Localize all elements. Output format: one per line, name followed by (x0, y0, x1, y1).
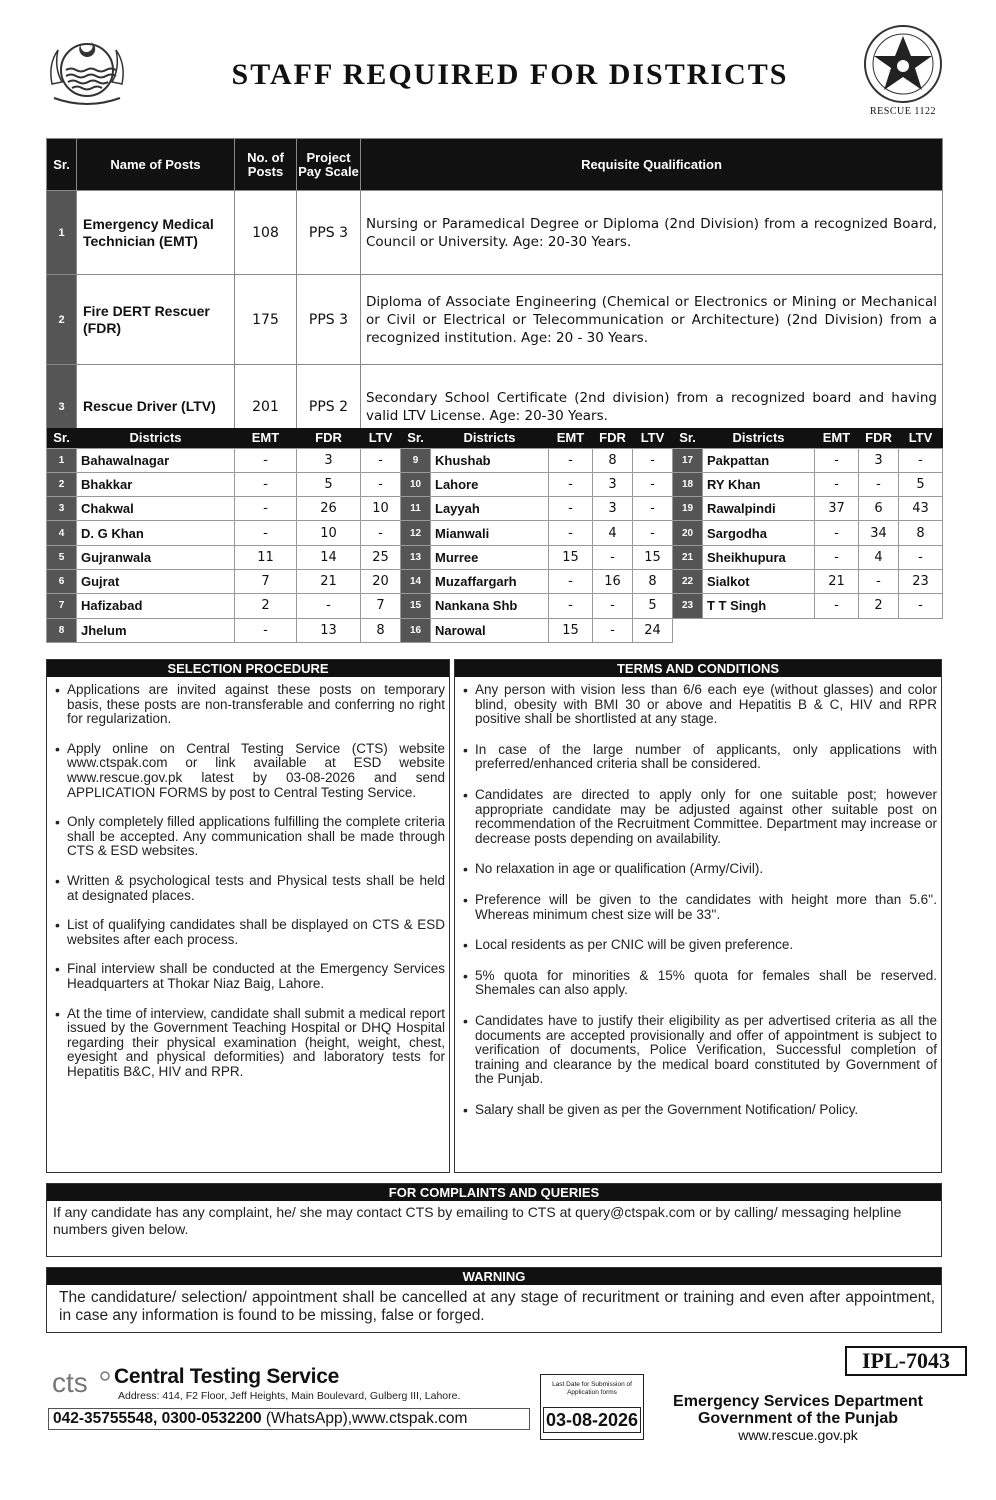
empty-cell (703, 618, 815, 642)
empty-cell (859, 618, 899, 642)
terms-conditions-box (454, 659, 942, 1173)
ltv-count: - (361, 448, 401, 472)
district-sr: 2 (47, 472, 77, 496)
col-fdr: FDR (593, 428, 633, 448)
district-name: Murree (431, 545, 549, 569)
deadline-label: Last Date for Submission of Application forms (552, 1381, 632, 1396)
ltv-count: 25 (361, 545, 401, 569)
emt-count: - (235, 448, 297, 472)
district-sr: 10 (401, 472, 431, 496)
table-row (47, 275, 943, 365)
cts-whatsapp-label: (WhatsApp), (261, 1410, 353, 1427)
col-no-posts: No. of Posts (235, 139, 297, 191)
fdr-count: 3 (859, 448, 899, 472)
district-sr: 6 (47, 569, 77, 593)
district-sr: 14 (401, 569, 431, 593)
empty-cell (673, 618, 703, 642)
table-row (47, 594, 943, 618)
col-sr: Sr. (47, 428, 77, 448)
district-name: RY Khan (703, 472, 815, 496)
emt-count: 15 (549, 618, 593, 642)
cts-logo-text: cts (52, 1367, 88, 1398)
cts-logo (50, 1366, 112, 1402)
pay-scale: PPS 2 (297, 365, 361, 449)
district-sr: 22 (673, 569, 703, 593)
table-row (47, 448, 943, 472)
qualification: Diploma of Associate Engineering (Chemical or Electronics or Mining or Mechanical or Civil or Electrical or Telecommunication or Architecture) (2nd Division) from a recognized institution. Age: 20 - 30 Years. (361, 275, 943, 365)
list-item: • Preference will be given to the candidates with height more than 5.6''. Whereas minimum chest size will be 33''. (465, 893, 937, 922)
district-sr: 13 (401, 545, 431, 569)
emt-count: - (235, 497, 297, 521)
table-row (47, 191, 943, 275)
fdr-count: 14 (297, 545, 361, 569)
district-sr: 1 (47, 448, 77, 472)
fdr-count: 3 (593, 472, 633, 496)
table-row (47, 569, 943, 593)
list-item: • List of qualifying candidates shall be displayed on CTS & ESD websites after each process. (57, 918, 445, 947)
district-sr: 12 (401, 521, 431, 545)
list-item: • 5% quota for minorities & 15% quota for females shall be reserved. Shemales can also apply. (465, 969, 937, 998)
esd-government: Government of the Punjab (697, 1410, 898, 1427)
deadline-date: 03-08-2026 (543, 1407, 641, 1433)
list-item: • No relaxation in age or qualification (Army/Civil). (465, 862, 937, 877)
ltv-count: - (361, 472, 401, 496)
emt-count: 2 (235, 594, 297, 618)
list-item: • Any person with vision less than 6/6 each eye (without glasses) and color blind, obesity with BMI 30 or above and Hepatitis B & C, HIV and RPR positive shall be shortlisted at any stage. (465, 683, 937, 727)
list-item: • At the time of interview, candidate shall submit a medical report issued by the Government Teaching Hospital or DHQ Hospital regarding their physical examination (height, weight, chest, eyesight and physical deformities) and laboratory tests for Hepatitis B&C, HIV and RPR. (57, 1007, 445, 1080)
list-item: • Apply online on Central Testing Service (CTS) website www.ctspak.com or link available at ESD website www.rescue.gov.pk latest by 03-08-2026 and send APPLICATION FORMS by post to Central Testing Service. (57, 742, 445, 800)
district-name: D. G Khan (77, 521, 235, 545)
selection-procedure-title: SELECTION PROCEDURE (47, 660, 449, 677)
emt-count: - (815, 545, 859, 569)
posts-table (46, 138, 943, 449)
page-title: STAFF REQUIRED FOR DISTRICTS (231, 58, 789, 91)
ltv-count: - (633, 521, 673, 545)
posts-header-row (47, 139, 943, 191)
district-name: T T Singh (703, 594, 815, 618)
district-name: Mianwali (431, 521, 549, 545)
district-name: Sialkot (703, 569, 815, 593)
emt-count: - (815, 521, 859, 545)
list-item: • In case of the large number of applicants, only applications with preferred/enhanced criteria shall be considered. (465, 743, 937, 772)
district-sr: 11 (401, 497, 431, 521)
ltv-count: - (899, 594, 943, 618)
fdr-count: 26 (297, 497, 361, 521)
district-name: Gujranwala (77, 545, 235, 569)
ltv-count: 24 (633, 618, 673, 642)
col-fdr: FDR (297, 428, 361, 448)
terms-conditions-list (455, 677, 941, 1117)
emt-count: 21 (815, 569, 859, 593)
districts-header-row (47, 428, 943, 448)
fdr-count: 13 (297, 618, 361, 642)
selection-procedure-list (47, 677, 449, 1079)
emt-count: - (549, 448, 593, 472)
district-sr: 20 (673, 521, 703, 545)
fdr-count: - (859, 569, 899, 593)
fdr-count: 2 (859, 594, 899, 618)
post-count: 201 (235, 365, 297, 449)
district-sr: 18 (673, 472, 703, 496)
fdr-count: - (859, 472, 899, 496)
ltv-count: 8 (361, 618, 401, 642)
row-sr: 1 (47, 191, 77, 275)
fdr-count: 4 (859, 545, 899, 569)
list-item: • Written & psychological tests and Physical tests shall be held at designated places. (57, 874, 445, 903)
ltv-count: 23 (899, 569, 943, 593)
district-sr: 9 (401, 448, 431, 472)
ltv-count: - (633, 497, 673, 521)
table-row (47, 472, 943, 496)
ltv-count: 43 (899, 497, 943, 521)
post-count: 108 (235, 191, 297, 275)
emt-count: - (815, 472, 859, 496)
ltv-count: - (633, 472, 673, 496)
ltv-count: 5 (899, 472, 943, 496)
ltv-count: 10 (361, 497, 401, 521)
district-name: Bahawalnagar (77, 448, 235, 472)
col-sr: Sr. (47, 139, 77, 191)
ltv-count: 15 (633, 545, 673, 569)
district-sr: 7 (47, 594, 77, 618)
district-sr: 4 (47, 521, 77, 545)
district-sr: 23 (673, 594, 703, 618)
emt-count: - (815, 448, 859, 472)
col-qualification: Requisite Qualification (361, 139, 943, 191)
empty-cell (899, 618, 943, 642)
col-districts: Districts (431, 428, 549, 448)
district-name: Layyah (431, 497, 549, 521)
district-name: Nankana Shb (431, 594, 549, 618)
emt-count: 7 (235, 569, 297, 593)
ltv-count: - (899, 448, 943, 472)
district-name: Pakpattan (703, 448, 815, 472)
emt-count: - (235, 618, 297, 642)
col-fdr: FDR (859, 428, 899, 448)
district-sr: 19 (673, 497, 703, 521)
list-item: • Candidates have to justify their eligibility as per advertised criteria as all the documents are accepted provisionally and offer of appointment is subject to verification of documents, Police Verification, Successful completion of training and clearance by the medical board constituted by Government of the Punjab. (465, 1014, 937, 1087)
col-districts: Districts (77, 428, 235, 448)
district-name: Sheikhupura (703, 545, 815, 569)
col-districts: Districts (703, 428, 815, 448)
district-name: Lahore (431, 472, 549, 496)
col-ltv: LTV (361, 428, 401, 448)
emt-count: - (815, 594, 859, 618)
emt-count: - (549, 497, 593, 521)
list-item: • Local residents as per CNIC will be given preference. (465, 938, 937, 953)
ltv-count: 7 (361, 594, 401, 618)
district-name: Chakwal (77, 497, 235, 521)
fdr-count: 4 (593, 521, 633, 545)
pay-scale: PPS 3 (297, 191, 361, 275)
emt-count: 15 (549, 545, 593, 569)
esd-department: Emergency Services Department (673, 1393, 923, 1410)
district-sr: 3 (47, 497, 77, 521)
table-row (47, 521, 943, 545)
emt-count: 11 (235, 545, 297, 569)
col-emt: EMT (815, 428, 859, 448)
list-item: • Candidates are directed to apply only for one suitable post; however appropriate candidate may be adjusted against other suitable post on recommendation of the Recruitment Committee. Department may increase or decrease posts depending on availability. (465, 788, 937, 846)
fdr-count: 10 (297, 521, 361, 545)
post-count: 175 (235, 275, 297, 365)
ltv-count: 8 (633, 569, 673, 593)
warning-box (46, 1267, 942, 1333)
list-item: • Salary shall be given as per the Government Notification/ Policy. (465, 1103, 937, 1118)
qualification: Secondary School Certificate (2nd division) from a recognized board and having valid LTV License. Age: 20-30 Years. (361, 365, 943, 449)
empty-cell (815, 618, 859, 642)
terms-conditions-title: TERMS AND CONDITIONS (455, 660, 941, 677)
ltv-count: - (633, 448, 673, 472)
pay-scale: PPS 3 (297, 275, 361, 365)
emt-count: - (549, 569, 593, 593)
complaints-text: If any candidate has any complaint, he/ she may contact CTS by emailing to CTS at query@ctspak.com or by calling/ messaging helpline numbers given below. (53, 1204, 902, 1237)
punjab-government-logo (44, 24, 130, 110)
district-name: Khushab (431, 448, 549, 472)
district-sr: 8 (47, 618, 77, 642)
emt-count: - (235, 521, 297, 545)
district-name: Narowal (431, 618, 549, 642)
ltv-count: 20 (361, 569, 401, 593)
district-sr: 5 (47, 545, 77, 569)
fdr-count: 3 (593, 497, 633, 521)
col-name: Name of Posts (77, 139, 235, 191)
district-sr: 17 (673, 448, 703, 472)
emt-count: 37 (815, 497, 859, 521)
district-sr: 15 (401, 594, 431, 618)
district-sr: 16 (401, 618, 431, 642)
col-ltv: LTV (899, 428, 943, 448)
table-row (47, 545, 943, 569)
district-sr: 21 (673, 545, 703, 569)
col-emt: EMT (235, 428, 297, 448)
fdr-count: - (593, 545, 633, 569)
cts-contact-bar (48, 1408, 530, 1430)
list-item: • Applications are invited against these posts on temporary basis, these posts are non-transferable and conferring no right for regularization. (57, 683, 445, 727)
col-sr: Sr. (673, 428, 703, 448)
cts-address: Address: 414, F2 Floor, Jeff Heights, Main Boulevard, Gulberg III, Lahore. (118, 1390, 461, 1402)
post-name: Emergency Medical Technician (EMT) (77, 191, 235, 275)
complaints-title: FOR COMPLAINTS AND QUERIES (47, 1184, 941, 1201)
cts-name: Central Testing Service (114, 1365, 339, 1388)
fdr-count: - (593, 594, 633, 618)
post-name: Rescue Driver (LTV) (77, 365, 235, 449)
emt-count: - (549, 521, 593, 545)
fdr-count: 21 (297, 569, 361, 593)
fdr-count: 8 (593, 448, 633, 472)
list-item: • Final interview shall be conducted at the Emergency Services Headquarters at Thokar Niaz Baig, Lahore. (57, 962, 445, 991)
district-name: Gujrat (77, 569, 235, 593)
emt-count: - (549, 594, 593, 618)
fdr-count: - (593, 618, 633, 642)
table-row (47, 618, 943, 642)
fdr-count: 34 (859, 521, 899, 545)
deadline-box (540, 1374, 644, 1440)
fdr-count: 6 (859, 497, 899, 521)
fdr-count: 16 (593, 569, 633, 593)
rescue-logo-caption: RESCUE 1122 (870, 106, 936, 117)
district-name: Muzaffargarh (431, 569, 549, 593)
esd-website: www.rescue.gov.pk (738, 1427, 858, 1443)
fdr-count: - (297, 594, 361, 618)
col-emt: EMT (549, 428, 593, 448)
emt-count: - (549, 472, 593, 496)
ltv-count: - (361, 521, 401, 545)
selection-procedure-box (46, 659, 450, 1173)
district-name: Hafizabad (77, 594, 235, 618)
cts-website: www.ctspak.com (352, 1410, 468, 1427)
esd-signature-block (650, 1393, 946, 1444)
rescue-1122-logo (858, 22, 948, 120)
row-sr: 2 (47, 275, 77, 365)
qualification: Nursing or Paramedical Degree or Diploma (2nd Division) from a recognized Board, Council or University. Age: 20-30 Years. (361, 191, 943, 275)
fdr-count: 5 (297, 472, 361, 496)
districts-table (46, 428, 943, 643)
cts-phones: 042-35755548, 0300-0532200 (53, 1410, 262, 1427)
post-name: Fire DERT Rescuer (FDR) (77, 275, 235, 365)
district-name: Jhelum (77, 618, 235, 642)
ltv-count: 8 (899, 521, 943, 545)
table-row (47, 497, 943, 521)
warning-title: WARNING (47, 1268, 941, 1285)
complaints-box (46, 1183, 942, 1257)
district-name: Bhakkar (77, 472, 235, 496)
col-ltv: LTV (633, 428, 673, 448)
district-name: Sargodha (703, 521, 815, 545)
emt-count: - (235, 472, 297, 496)
col-pay-scale: Project Pay Scale (297, 139, 361, 191)
fdr-count: 3 (297, 448, 361, 472)
warning-text: The candidature/ selection/ appointment shall be cancelled at any stage of recuritment or training and even after appointment, in case any information is found to be missing, false or forged. (59, 1289, 935, 1324)
ipl-number: IPL-7043 (845, 1346, 967, 1376)
ltv-count: 5 (633, 594, 673, 618)
district-name: Rawalpindi (703, 497, 815, 521)
row-sr: 3 (47, 365, 77, 449)
col-sr: Sr. (401, 428, 431, 448)
list-item: • Only completely filled applications fulfilling the complete criteria shall be accepted. Any communication shall be made through CTS & ESD websites. (57, 815, 445, 859)
ltv-count: - (899, 545, 943, 569)
